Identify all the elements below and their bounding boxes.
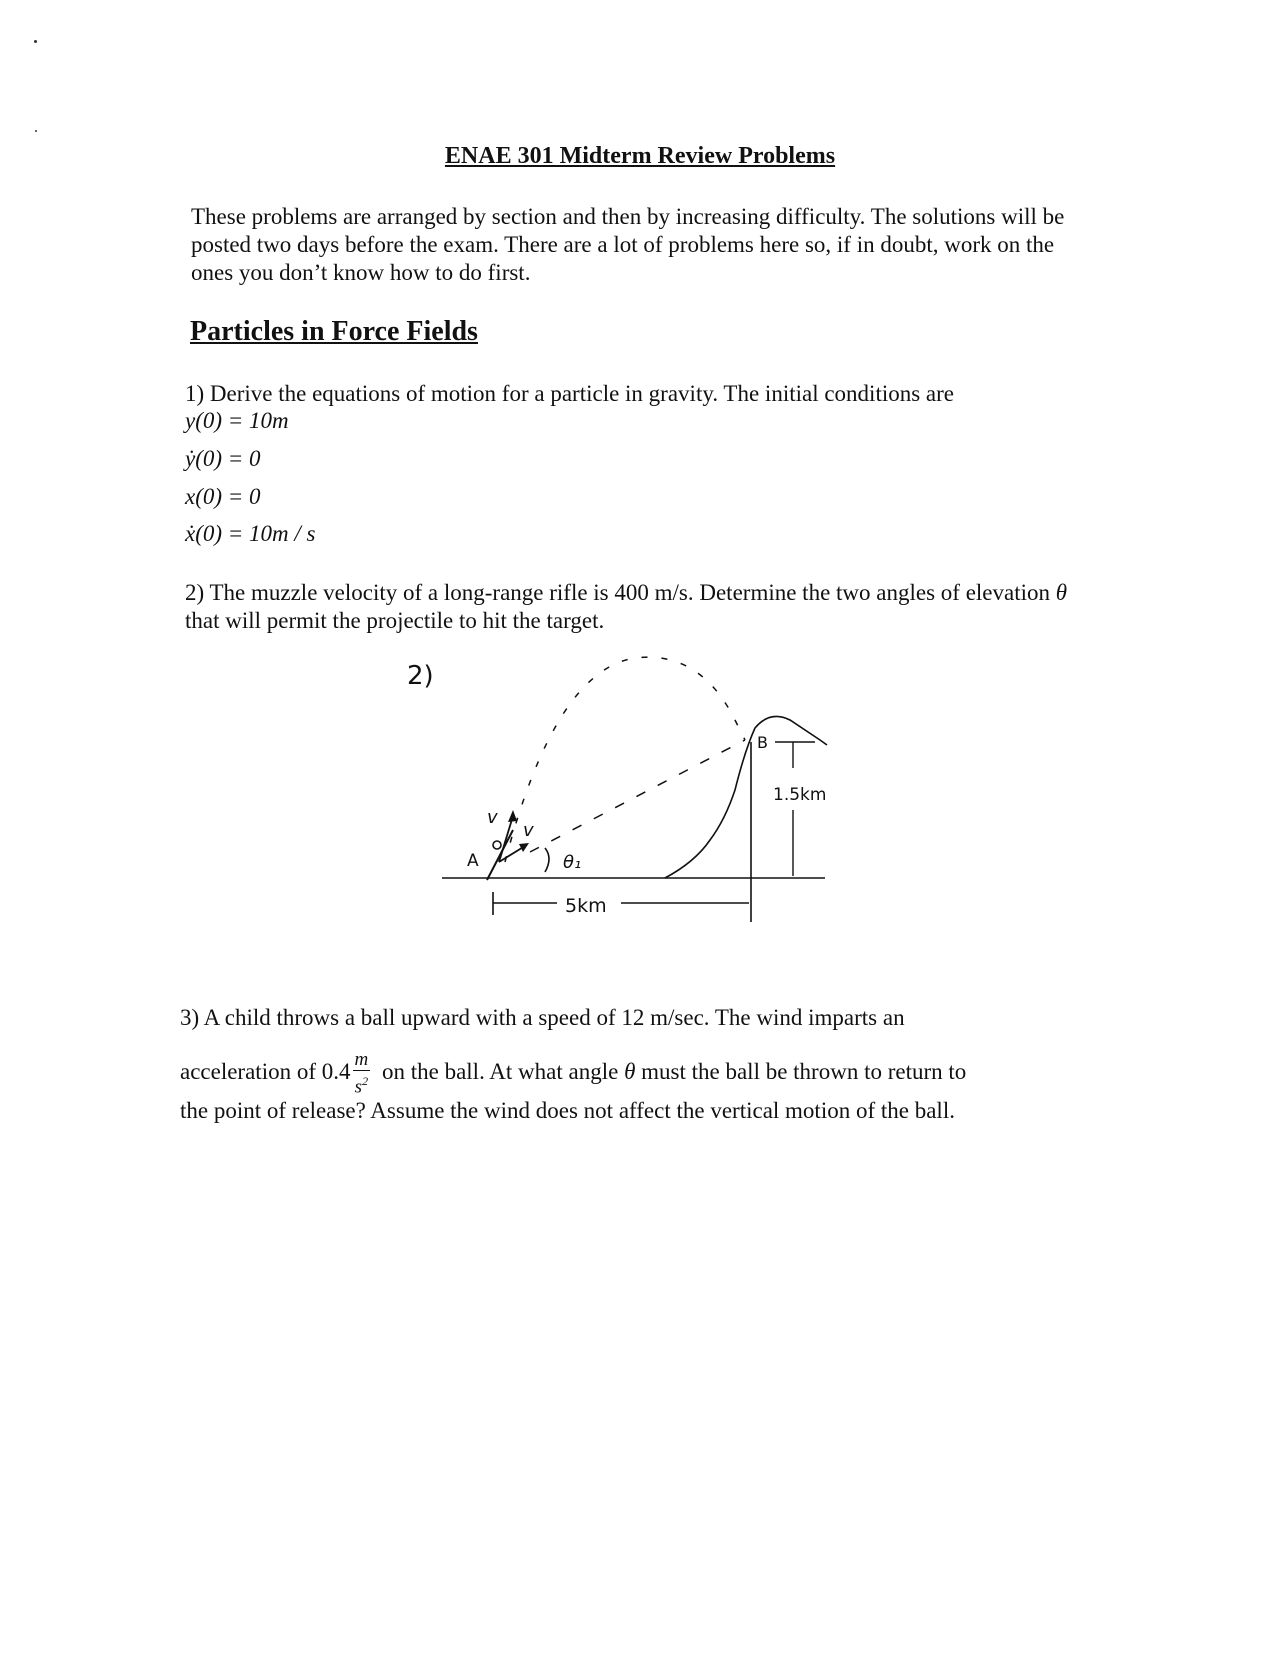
fraction-numerator: m: [354, 1049, 369, 1070]
problem-3-line-1: 3) A child throws a ball upward with a speed of 12 m/sec. The wind imparts an: [180, 1005, 905, 1030]
angle-arc: [545, 848, 549, 872]
launch-point: [493, 841, 501, 849]
figure-number-label: 2): [407, 661, 434, 691]
condition-xdot0: ẋ(0) = 10m / s: [185, 521, 316, 546]
problem-3-line-2: [180, 1050, 1120, 1097]
fraction-denominator: [353, 1071, 371, 1097]
condition-x0: x(0) = 0: [185, 484, 261, 509]
velocity-label-up: v: [487, 807, 498, 828]
problem-3-line-3: the point of release? Assume the wind does not affect the vertical motion of the ball.: [180, 1098, 955, 1123]
problem-2-text: [185, 579, 1085, 635]
page-title: ENAE 301 Midterm Review Problems: [444, 143, 836, 169]
point-b-label: B: [757, 733, 768, 752]
problem-3-accel-text: acceleration of 0.4: [180, 1058, 351, 1084]
theta-symbol-2: θ: [624, 1058, 636, 1084]
projectile-diagram: [395, 640, 855, 940]
scan-speck: [35, 130, 37, 132]
distance-label: 5km: [565, 895, 607, 917]
fraction-exponent: 2: [362, 1074, 369, 1088]
scan-speck: [34, 40, 37, 43]
point-a-label: A: [467, 851, 479, 871]
theta-symbol: θ: [1055, 580, 1068, 605]
problem-3-angle-text: on the ball. At what angle: [381, 1058, 619, 1084]
problem-2-text-b: that will permit the projectile to hit the target.: [185, 608, 605, 633]
height-label: 1.5km: [773, 785, 827, 805]
velocity-label-side: v: [523, 820, 534, 841]
intro-paragraph: These problems are arranged by section and then by increasing difficulty. The solutions will be posted two days before the exam. There are a lot of problems here so, if in doubt, work on the ones you don’t know how to do first.: [191, 204, 1065, 285]
section-heading: Particles in Force Fields: [190, 316, 478, 347]
condition-ydot0: ẏ(0) = 0: [185, 446, 261, 471]
acceleration-fraction: [353, 1050, 371, 1097]
condition-y0: y(0) = 10m: [185, 408, 289, 433]
fraction-den-base: s: [354, 1076, 363, 1098]
velocity-arrowhead-up: [508, 810, 517, 822]
problem-1-text: 1) Derive the equations of motion for a particle in gravity. The initial conditions are: [185, 381, 954, 406]
problem-3-return-text: must the ball be thrown to return to: [641, 1058, 967, 1084]
velocity-arrowhead-side: [519, 843, 529, 852]
problem-2-text-a: 2) The muzzle velocity of a long-range rifle is 400 m/s. Determine the two angles of elevation: [185, 580, 1050, 605]
theta-label: θ₁: [563, 852, 582, 873]
